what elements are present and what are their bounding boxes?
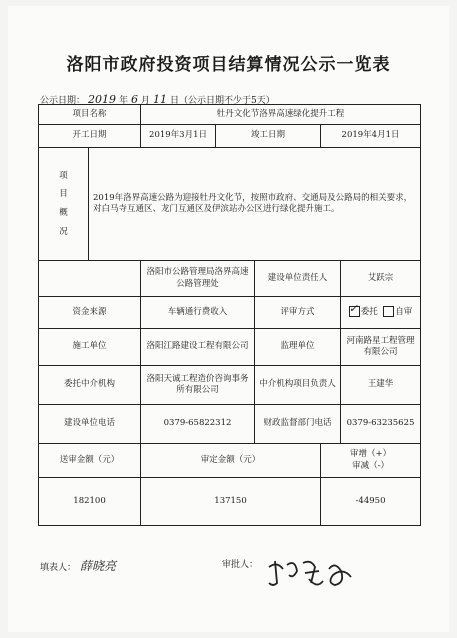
filler-label: 填表人： xyxy=(40,563,77,573)
row-overview xyxy=(39,148,421,261)
start-date: 2019年3月1日 xyxy=(141,125,216,148)
agency-person-label: 中介机构项目负责人 xyxy=(255,366,341,405)
date-label: 公示日期： xyxy=(40,96,86,106)
settlement-table xyxy=(38,104,421,526)
fund-label: 资金来源 xyxy=(39,297,141,329)
builder-person-label: 建设单位责任人 xyxy=(255,261,341,297)
supervisor: 河南路星工程管理有限公司 xyxy=(341,329,421,366)
agency: 洛阳天诚工程造价咨询事务所有限公司 xyxy=(141,366,255,405)
supervisor-label: 监理单位 xyxy=(255,329,341,366)
row-contractor xyxy=(39,329,421,366)
review-label: 评审方式 xyxy=(255,297,341,329)
approved-label: 审定金额（元） xyxy=(141,444,321,478)
review-options: ✓ 委托 自审 xyxy=(341,297,421,329)
row-agency xyxy=(39,366,421,405)
finance-phone: 0379-63235625 xyxy=(341,405,421,444)
row-project-name xyxy=(39,105,421,125)
fund-value: 车辆通行费收入 xyxy=(141,297,255,329)
start-date-label: 开工日期 xyxy=(39,125,141,148)
builder-person: 艾跃宗 xyxy=(341,261,421,297)
submitted-label: 送审金额（元） xyxy=(39,444,141,478)
date-month: 6 xyxy=(131,93,139,106)
overview-label: 项 目 概 况 xyxy=(39,148,89,261)
diff-label: 审增（+） 审减（-） xyxy=(321,444,421,478)
date-year: 2019 xyxy=(88,93,117,106)
document-title: 洛阳市政府投资项目结算情况公示一览表 xyxy=(66,55,391,75)
end-date: 2019年4月1日 xyxy=(321,125,421,148)
filler-signature: 薛晓亮 xyxy=(80,559,117,573)
approved-amount: 137150 xyxy=(141,478,321,526)
checkbox-self-review[interactable] xyxy=(383,306,394,317)
row-amount-headers xyxy=(39,444,421,478)
contractor: 洛阳江路建设工程有限公司 xyxy=(141,329,255,366)
row-fund xyxy=(39,297,421,329)
date-day: 11 xyxy=(153,93,168,106)
end-date-label: 竣工日期 xyxy=(216,125,321,148)
row-dates xyxy=(39,125,421,148)
builder-unit-label xyxy=(39,261,141,297)
builder-phone: 0379-65822312 xyxy=(141,405,255,444)
submitted-amount: 182100 xyxy=(39,478,141,526)
approver-label: 审批人： xyxy=(222,560,259,570)
agency-label: 委托中介机构 xyxy=(39,366,141,405)
finance-phone-label: 财政监督部门电话 xyxy=(255,405,341,444)
builder-unit: 洛阳市公路管理局洛界高速公路管理处 xyxy=(141,261,255,297)
checkbox-entrusted[interactable] xyxy=(349,306,360,317)
publication-date: 公示日期： 2019 年 6 月 11 日（公示日期不少于5天） xyxy=(40,93,275,106)
project-name-label: 项目名称 xyxy=(39,105,141,125)
row-builder xyxy=(39,261,421,297)
row-amounts xyxy=(39,478,421,526)
contractor-label: 施工单位 xyxy=(39,329,141,366)
approver-signature xyxy=(265,553,355,593)
project-name: 牡丹文化节洛界高速绿化提升工程 xyxy=(141,105,421,125)
builder-phone-label: 建设单位电话 xyxy=(39,405,141,444)
row-phones xyxy=(39,405,421,444)
overview-text: 2019年洛界高速公路为迎接牡丹文化节，按照市政府、交通局及公路局的相关要求，对白马寺互通区、龙门互通区及伊滨站办公区进行绿化提升施工。 xyxy=(89,148,421,261)
agency-person: 王建华 xyxy=(341,366,421,405)
diff-amount: -44950 xyxy=(321,478,421,526)
filler-row xyxy=(40,557,116,574)
